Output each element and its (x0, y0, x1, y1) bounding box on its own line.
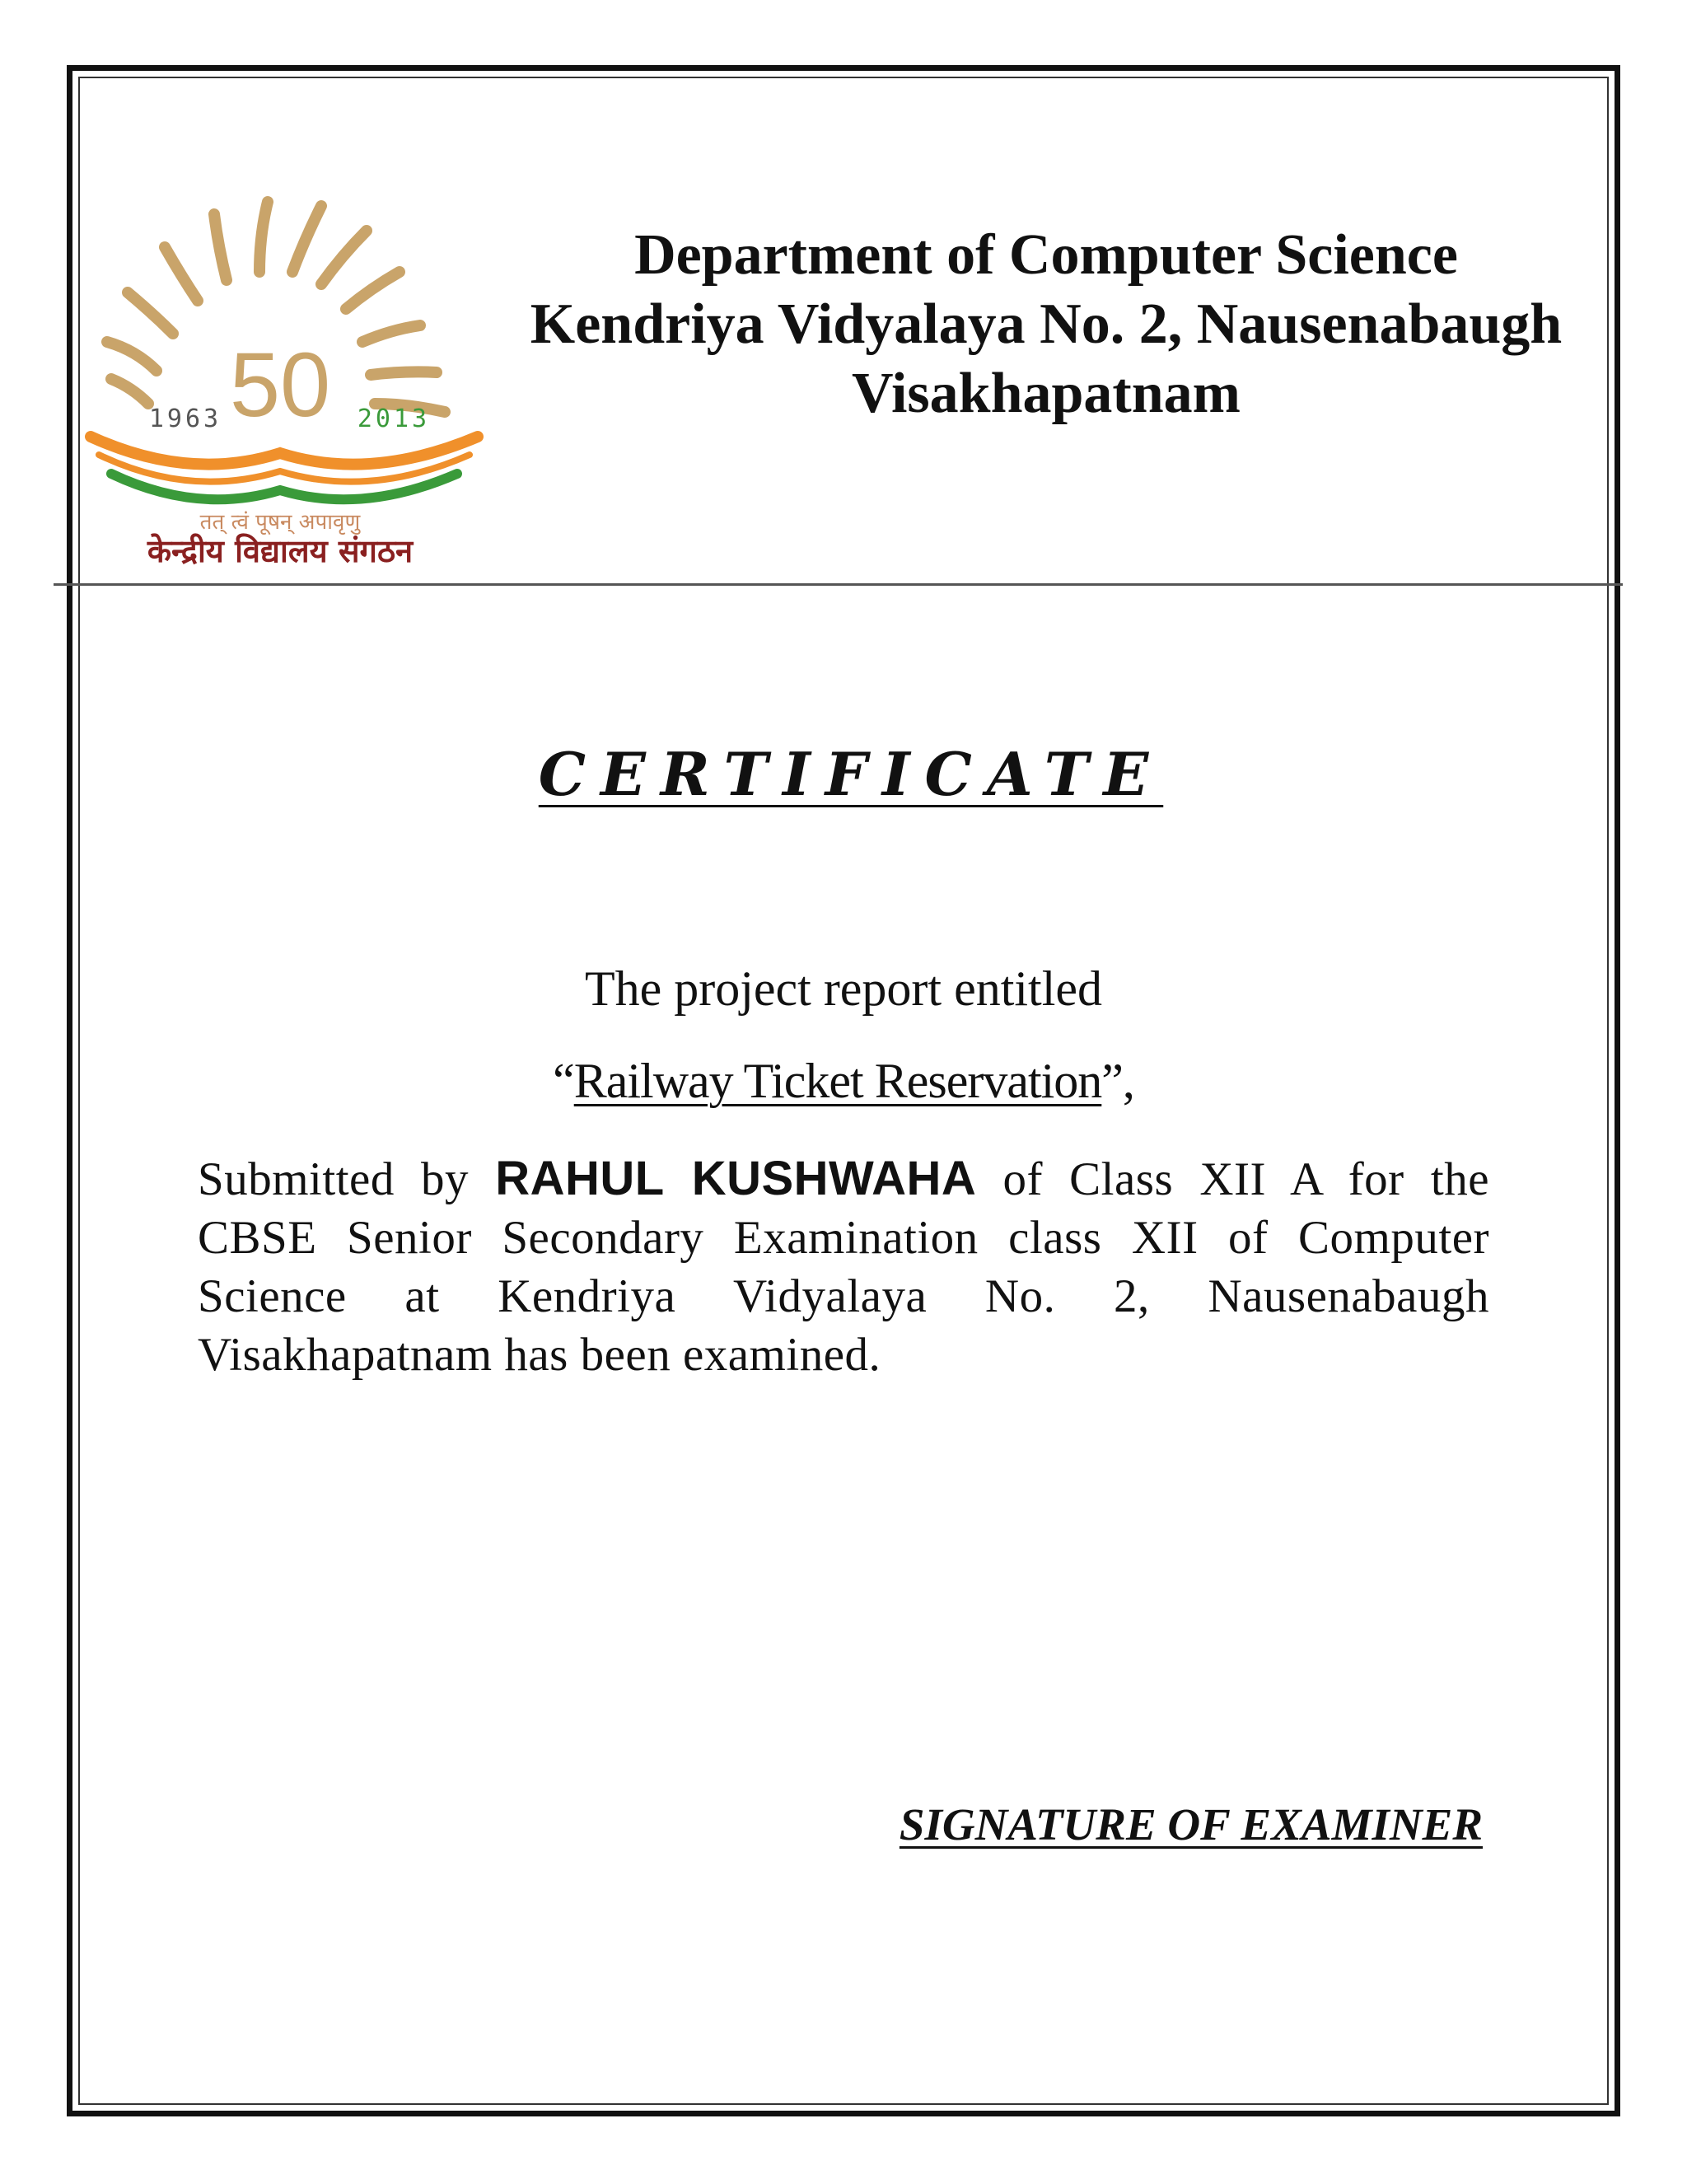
heading-city: Visakhapatnam (852, 362, 1241, 425)
kvs-50-years-logo (82, 157, 486, 568)
certificate-title (0, 733, 1687, 816)
heading-school: Kendriya Vidyalaya No. 2, Nausenabaugh (530, 292, 1563, 356)
heading-department: Department of Computer Science (634, 223, 1458, 287)
logo-year-start: 1963 (148, 405, 222, 433)
logo-number: 50 (229, 334, 331, 436)
project-title (0, 1048, 1687, 1114)
submitted-prefix: Submitted by (198, 1153, 496, 1205)
signature-label: SIGNATURE OF EXAMINER (899, 1799, 1483, 1850)
logo-year-end: 2013 (357, 405, 431, 433)
logo-org-name: केन्द्रीय विद्यालय संगठन (147, 533, 414, 568)
certificate-body (198, 1149, 1489, 1384)
logo-motto: तत् त्वं पूषन् अपावृणु (199, 510, 361, 535)
submitted-rest: of Class XII A for the CBSE Senior Secondary Examination class XII of Computer Science at Kendriya Vidyalaya No. 2, Nausenabaugh Visakhapatnam has been examined. (198, 1153, 1489, 1381)
project-open-quote: “ (553, 1054, 574, 1108)
project-intro-text: The project report entitled (584, 961, 1103, 1016)
school-heading (494, 221, 1598, 428)
open-book-tricolor (91, 437, 478, 499)
examiner-signature (832, 1796, 1483, 1854)
certificate-title-text: CERTIFICATE (538, 739, 1164, 809)
header-divider (54, 583, 1623, 586)
project-name: Railway Ticket Reservation (573, 1054, 1102, 1108)
student-name: RAHUL KUSHWAHA (495, 1152, 977, 1205)
project-close-quote: ”, (1101, 1054, 1134, 1108)
